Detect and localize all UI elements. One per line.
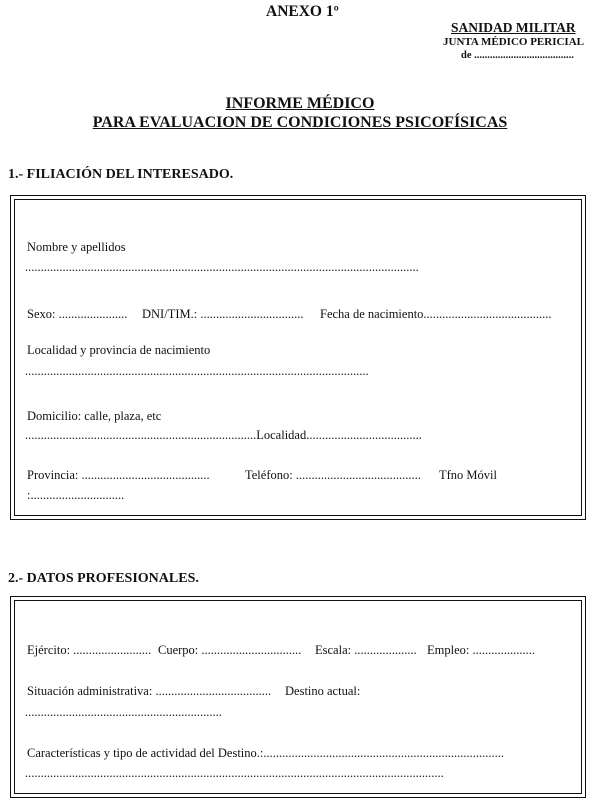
board-location: de ......................................: [461, 50, 574, 61]
phone-field[interactable]: Teléfono: ........................................: [245, 468, 421, 482]
name-label: Nombre y apellidos: [27, 240, 126, 254]
birthdate-field[interactable]: Fecha de nacimiento.........................................: [320, 307, 552, 321]
section-2-form-box: [10, 596, 586, 798]
birthplace-label: Localidad y provincia de nacimiento: [27, 343, 211, 357]
mobile-label: Tfno Móvil: [439, 468, 497, 482]
corps-field[interactable]: Cuerpo: ................................: [158, 643, 302, 657]
name-field[interactable]: ..............................................................................................................................: [25, 260, 419, 274]
rank-field[interactable]: Empleo: ....................: [427, 643, 535, 657]
section-1-form-box: [10, 195, 586, 520]
document-subtitle: PARA EVALUACION DE CONDICIONES PSICOFÍSICAS: [92, 114, 508, 131]
sex-field[interactable]: Sexo: ......................: [27, 307, 128, 321]
army-field[interactable]: Ejército: .........................: [27, 643, 152, 657]
destination-activity-continuation[interactable]: ......................................................................................................................................: [25, 766, 444, 780]
destination-activity-field[interactable]: Características y tipo de actividad del Destino.:.............................................................................: [27, 746, 505, 760]
admin-status-field[interactable]: Situación administrativa: .....................................: [27, 684, 272, 698]
document-title: INFORME MÉDICO: [225, 95, 375, 112]
address-label: Domicilio: calle, plaza, etc: [27, 409, 162, 423]
annex-label: ANEXO 1º: [266, 3, 339, 20]
address-field[interactable]: ..........................................................................Localidad.....................................: [25, 428, 422, 442]
mobile-field[interactable]: :..............................: [27, 488, 125, 502]
dni-field[interactable]: DNI/TIM.: .................................: [142, 307, 304, 321]
organization-name: SANIDAD MILITAR: [451, 20, 576, 35]
board-name: JUNTA MÉDICO PERICIAL: [443, 36, 584, 48]
birthplace-field[interactable]: ..............................................................................................................: [25, 364, 369, 378]
province-field[interactable]: Provincia: .........................................: [27, 468, 210, 482]
scale-field[interactable]: Escala: ....................: [315, 643, 417, 657]
section-1-heading: 1.- FILIACIÓN DEL INTERESADO.: [8, 167, 234, 182]
destination-label: Destino actual:: [285, 684, 361, 698]
destination-field[interactable]: ...............................................................: [25, 705, 222, 719]
section-2-heading: 2.- DATOS PROFESIONALES.: [8, 571, 199, 586]
